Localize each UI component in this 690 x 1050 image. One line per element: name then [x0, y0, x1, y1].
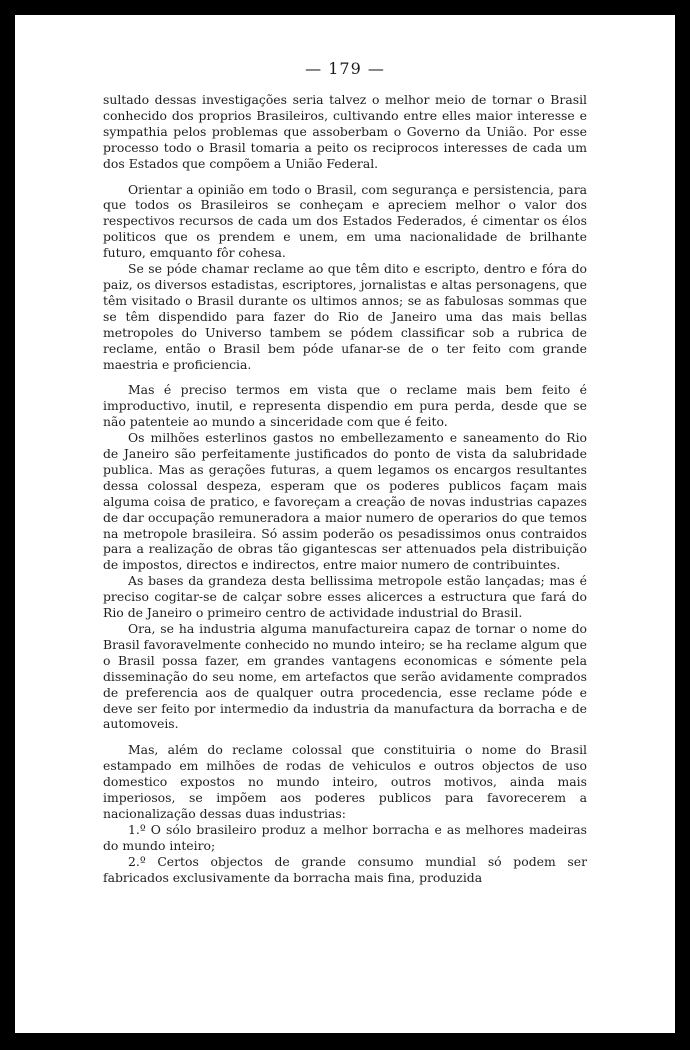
book-page	[15, 15, 675, 1033]
page-number: — 179 —	[305, 59, 385, 78]
paragraph: Mas, além do reclame colossal que constituiria o nome do Brasil estampado em milhões de rodas de vehiculos e outros objectos de uso domestico expostos no mundo inteiro, outros motivos, ainda mais imperiosos, se impõem aos poderes publicos para favorecerem a nacionalização dessas duas industrias:	[103, 742, 587, 821]
page-body	[103, 92, 587, 886]
paragraph: Os milhões esterlinos gastos no embellezamento e saneamento do Rio de Janeiro são perfeitamente justificados do ponto de vista da salubridade publica. Mas as gerações futuras, a quem legamos os encargos resultantes dessa colossal despeza, esperam que os poderes publicos façam mais alguma coisa de pratico, e favoreçam a creação de novas industrias capazes de dar occupação remuneradora a maior numero de operarios do que temos na metropole brasileira. Só assim poderão os pesadissimos onus contraidos para a realização de obras tão gigantescas ser attenuados pela distribuição de impostos, directos e indirectos, entre maior numero de contribuintes.	[103, 430, 587, 573]
paragraph: Ora, se ha industria alguma manufactureira capaz de tornar o nome do Brasil favoravelmente conhecido no mundo inteiro; se ha reclame algum que o Brasil possa fazer, em grandes vantagens economicas e sómente pela disseminação do seu nome, em artefactos que serão avidamente comprados de preferencia aos de qualquer outra procedencia, esse reclame póde e deve ser feito por intermedio da industria da manufactura da borracha e de automoveis.	[103, 621, 587, 732]
paragraph: Se se póde chamar reclame ao que têm dito e escripto, dentro e fóra do paiz, os diversos estadistas, escriptores, jornalistas e altas personagens, que têm visitado o Brasil durante os ultimos annos; se as fabulosas sommas que se têm dispendido para fazer do Rio de Janeiro uma das mais bellas metropoles do Universo tambem se pódem classificar sob a rubrica de reclame, então o Brasil bem póde ufanar-se de o ter feito com grande maestria e proficiencia.	[103, 261, 587, 372]
paragraph: sultado dessas investigações seria talvez o melhor meio de tornar o Brasil conhecido dos proprios Brasileiros, cultivando entre elles maior interesse e sympathia pelos problemas que assoberbam o Governo da União. Por esse processo todo o Brasil tomaria a peito os reciprocos interesses de cada um dos Estados que compõem a União Federal.	[103, 92, 587, 171]
paragraph: Orientar a opinião em todo o Brasil, com segurança e persistencia, para que todos os Brasileiros se conheçam e apreciem melhor o valor dos respectivos recursos de cada um dos Estados Federados, é cimentar os élos politicos que os prendem e unem, em uma nacionalidade de brilhante futuro, emquanto fôr cohesa.	[103, 181, 587, 261]
list-item: 2.º Certos objectos de grande consumo mundial só podem ser fabricados exclusivamente da borracha mais fina, produzida	[103, 853, 587, 885]
paragraph: As bases da grandeza desta bellissima metropole estão lançadas; mas é preciso cogitar-se de calçar sobre esses alicerces a estructura que fará do Rio de Janeiro o primeiro centro de actividade industrial do Brasil.	[103, 573, 587, 621]
paragraph: Mas é preciso termos em vista que o reclame mais bem feito é improductivo, inutil, e representa dispendio em pura perda, desde que se não patenteie ao mundo a sinceridade com que é feito.	[103, 382, 587, 430]
list-item: 1.º O sólo brasileiro produz a melhor borracha e as melhores madeiras do mundo inteiro;	[103, 821, 587, 853]
